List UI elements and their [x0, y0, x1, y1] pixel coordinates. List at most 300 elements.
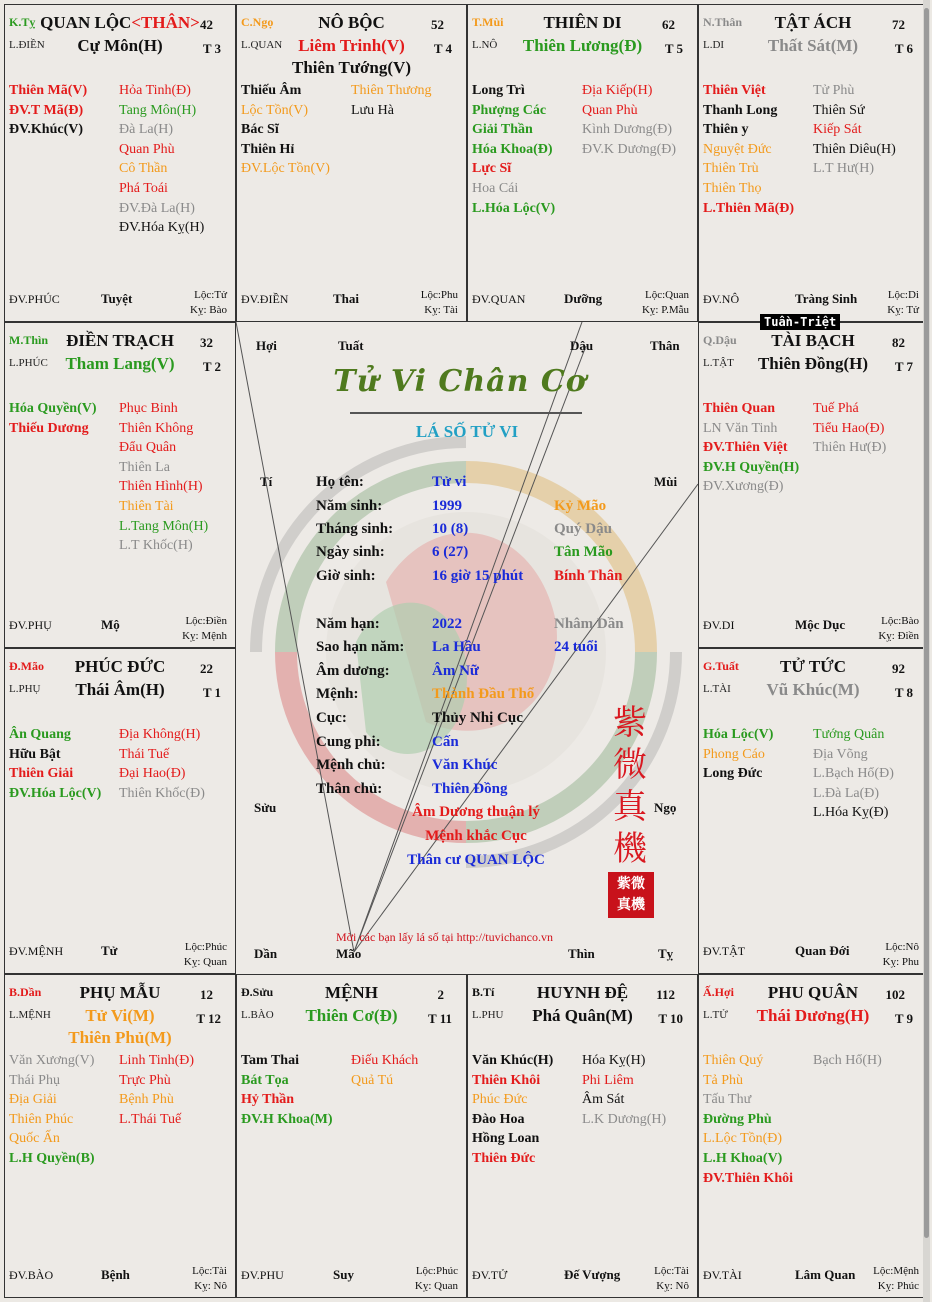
star: Thái Tuế [119, 746, 170, 762]
star: Thiên Hư(Đ) [813, 440, 887, 456]
palace-footer [699, 1257, 927, 1297]
branch-mui: Mùi [654, 474, 678, 489]
loc-label: Lộc:Phúc [184, 941, 227, 953]
than-marker: <THÂN> [131, 13, 200, 32]
star: Thiên Trù [703, 161, 759, 177]
info-ho-ten-label: Họ tên: [316, 474, 364, 490]
palace-luu: L.NÔ [472, 39, 498, 51]
ky-label: Kỵ: Tử [887, 304, 919, 316]
palace-dai-han-age: 82 [892, 335, 905, 350]
info-than-chu: Thiên Đồng [432, 781, 508, 797]
star: L.Tang Môn(H) [119, 518, 209, 534]
info-cuc-label: Cục: [316, 710, 347, 726]
branch-suu: Sửu [254, 800, 277, 815]
palace-dai-han-age: 72 [892, 17, 905, 32]
star: Tướng Quân [813, 727, 885, 742]
truong-sinh-stage: Quan Đới [795, 943, 850, 958]
branch-hoi: Hợi [256, 338, 277, 353]
star-list-left [241, 1051, 333, 1129]
branch-than: Thân [650, 338, 680, 353]
palace-luu: L.DI [703, 39, 725, 51]
dai-van-label: ĐV.MỆNH [9, 944, 64, 958]
palace-footer [699, 933, 927, 973]
main-star: Thất Sát(M) [767, 36, 859, 55]
star: ĐV.Hóa Lộc(V) [9, 785, 102, 801]
star-list-right [351, 1051, 418, 1090]
star: Lộc Tồn(V) [241, 102, 308, 118]
palace-luu: L.PHỤ [9, 683, 41, 695]
star: Văn Xương(V) [9, 1053, 95, 1068]
star: Thiên Thương [351, 83, 432, 98]
seal-calligraphy: 紫微真機 [613, 703, 647, 869]
star: Phi Liêm [582, 1072, 634, 1088]
star: Tam Thai [241, 1053, 299, 1068]
main-star: Thiên Cơ(Đ) [305, 1006, 398, 1025]
star: Hóa Khoa(Đ) [472, 141, 553, 157]
star-list-left [9, 81, 87, 140]
star-list-left [472, 1051, 553, 1169]
main-star: Phá Quân(M) [532, 1006, 633, 1025]
palace-header [237, 5, 466, 77]
palace-can-chi: B.Tí [472, 985, 495, 999]
palace-can-chi: Q.Dậu [703, 333, 737, 347]
main-star: Liêm Trinh(V) [298, 36, 405, 55]
info-gio-sinh-can-chi: Bính Thân [554, 568, 623, 584]
main-star: Cự Môn(H) [77, 36, 163, 55]
branch-ty: Tỵ [658, 946, 674, 961]
logo-title: Tử Vi Chân Cơ [333, 364, 587, 399]
star: Thiên Thọ [703, 180, 762, 196]
info-am-duong-label: Âm dương: [316, 663, 390, 679]
palace-mao [4, 648, 236, 974]
palace-header [237, 975, 466, 1037]
star: Hữu Bật [9, 746, 61, 762]
center-panel [236, 322, 698, 974]
star: Cô Thần [119, 161, 168, 177]
palace-dai-han-age: 52 [431, 17, 444, 32]
ky-label: Kỵ: Phu [882, 956, 919, 968]
palace-header [5, 975, 235, 1047]
star-list-right [813, 399, 886, 458]
star: Thiên Diêu(H) [813, 141, 896, 157]
loc-label: Lộc:Phúc [415, 1265, 458, 1277]
star-list-right [351, 81, 431, 120]
palace-can-chi: N.Thân [703, 15, 743, 29]
star-list-right [119, 1051, 194, 1129]
info-gio-sinh-label: Giờ sinh: [316, 568, 376, 584]
star-list-right [119, 81, 204, 238]
loc-label: Lộc:Quan [645, 289, 689, 301]
ky-label: Kỵ: Tài [424, 304, 458, 316]
palace-name: PHU QUÂN [767, 983, 859, 1002]
palace-dai-han-age: 12 [200, 987, 213, 1002]
star: Linh Tinh(Đ) [119, 1053, 195, 1068]
info-ngay-sinh-can-chi: Tân Mão [554, 544, 613, 560]
star: Kình Dương(Đ) [582, 122, 673, 138]
truong-sinh-stage: Tử [101, 943, 118, 958]
star: Thái Phụ [9, 1072, 60, 1088]
palace-luu: L.TỬ [703, 1009, 728, 1021]
info-nam-han: 2022 [432, 616, 462, 632]
palace-header [699, 649, 927, 711]
branch-dan: Dần [254, 946, 278, 961]
palace-dai-han-age: 112 [656, 987, 675, 1002]
star: Bát Tọa [241, 1072, 289, 1088]
branch-ngo: Ngọ [654, 800, 677, 815]
palace-header [5, 5, 235, 67]
branch-ti: Tí [260, 474, 273, 489]
palace-can-chi: Ấ.Hợi [703, 985, 734, 999]
star: ĐV.Khúc(V) [9, 122, 84, 138]
info-thang-sinh: 10 (8) [432, 521, 469, 537]
palace-t-index: T 2 [202, 359, 221, 374]
palace-t-index: T 12 [196, 1011, 221, 1026]
star: Quan Phù [119, 141, 175, 157]
palace-name: TÀI BẠCH [771, 331, 855, 350]
truong-sinh-stage: Tràng Sinh [795, 291, 858, 306]
palace-t-index: T 6 [894, 41, 913, 56]
palace-name: TẬT ÁCH [774, 13, 852, 32]
ky-label: Kỵ: P.Mẫu [641, 304, 689, 316]
dai-van-label: ĐV.NÔ [703, 292, 740, 306]
palace-name: PHỤ MẪU [79, 983, 161, 1002]
palace-footer [237, 281, 466, 321]
star: Thiên Quan [703, 401, 775, 416]
star: Địa Võng [813, 746, 868, 762]
dai-van-label: ĐV.ĐIỀN [241, 292, 289, 306]
star: ĐV.T Mã(Đ) [9, 102, 84, 118]
truong-sinh-stage: Mộ [101, 617, 120, 632]
loc-label: Lộc:Tài [654, 1265, 689, 1277]
star: ĐV.Xương(Đ) [703, 479, 784, 495]
palace-ti [467, 974, 698, 1298]
loc-label: Lộc:Tài [192, 1265, 227, 1277]
star: Đường Phù [703, 1111, 772, 1127]
tuan-triet-badge: Tuần-Triệt [760, 314, 840, 330]
star: L.Đà La(Đ) [813, 785, 880, 801]
main-star-2: Thiên Phủ(M) [68, 1028, 172, 1047]
star: ĐV.Lộc Tồn(V) [241, 161, 330, 177]
star: Âm Sát [582, 1092, 625, 1108]
palace-t-index: T 3 [202, 41, 221, 56]
branch-tuat: Tuất [338, 338, 364, 353]
star: Thiên Tài [119, 498, 174, 514]
palace-t-index: T 5 [664, 41, 683, 56]
palace-luu: L.BÀO [241, 1009, 274, 1021]
info-nam-sinh: 1999 [432, 498, 462, 514]
palace-name: PHÚC ĐỨC [74, 657, 166, 676]
star: Hóa Quyền(V) [9, 401, 97, 416]
scrollbar-thumb[interactable] [924, 8, 929, 1238]
star: L.T Khốc(H) [119, 538, 193, 554]
palace-name: THIÊN DI [543, 13, 622, 32]
palace-dau [698, 322, 928, 648]
star-list-left [703, 725, 773, 784]
dai-van-label: ĐV.TẬT [703, 944, 746, 958]
dai-van-label: ĐV.PHỤ [9, 618, 52, 632]
star: Phượng Các [472, 102, 547, 118]
main-star: Thái Âm(H) [75, 680, 165, 699]
info-cuc: Thủy Nhị Cục [432, 710, 523, 726]
star: Thiên Việt [703, 83, 766, 98]
star: L.H Khoa(V) [703, 1150, 783, 1166]
palace-dan [4, 974, 236, 1298]
star: Thiên Đức [472, 1150, 536, 1166]
truong-sinh-stage: Thai [333, 291, 360, 306]
website-note: Mời các bạn lấy lá số tại http://tuvichanco.vn [336, 930, 553, 944]
loc-label: Lộc:Mệnh [873, 1265, 919, 1277]
star: Quốc Ấn [9, 1131, 60, 1147]
palace-header [5, 649, 235, 711]
star: Lực Sĩ [472, 161, 512, 177]
info-menh-chu: Văn Khúc [432, 757, 498, 773]
ky-label: Kỵ: Điền [878, 630, 919, 642]
palace-luu: L.TẬT [703, 357, 734, 369]
palace-footer [468, 1257, 697, 1297]
palace-ngo [236, 4, 467, 322]
loc-label: Lộc:Điền [185, 615, 227, 627]
truong-sinh-stage: Bệnh [101, 1267, 130, 1282]
ky-label: Kỵ: Quan [414, 1280, 458, 1292]
star-list-right [582, 81, 676, 159]
ky-label: Kỵ: Quan [183, 956, 227, 968]
star: Tả Phù [703, 1072, 744, 1088]
info-than-chu-label: Thân chủ: [316, 781, 383, 797]
palace-header [468, 975, 697, 1037]
palace-suu [236, 974, 467, 1298]
star-list-left [703, 81, 794, 218]
info-ho-ten: Tử vi [432, 474, 467, 490]
star: Thiên La [119, 459, 170, 475]
star: Giải Thần [472, 122, 533, 138]
star-list-left [9, 399, 97, 438]
loc-label: Lộc:Nô [885, 941, 919, 953]
star: L.Thiên Mã(Đ) [703, 200, 794, 216]
star: Thiếu Âm [241, 83, 302, 98]
main-star: Vũ Khúc(M) [766, 680, 860, 699]
info-nam-han-can-chi: Nhâm Dần [554, 616, 624, 632]
palace-dai-han-age: 2 [437, 987, 444, 1002]
dai-van-label: ĐV.TỬ [472, 1268, 508, 1282]
star: Nguyệt Đức [703, 141, 772, 157]
star: L.Hóa Lộc(V) [472, 200, 556, 216]
star: Long Trì [472, 83, 525, 98]
palace-can-chi: Đ.Mão [9, 659, 44, 673]
info-cung-phi-label: Cung phi: [316, 734, 381, 750]
palace-can-chi: C.Ngọ [241, 15, 274, 29]
star: Tiểu Hao(Đ) [813, 420, 885, 436]
star: Trực Phù [119, 1072, 171, 1088]
star: L.Hóa Kỵ(Đ) [813, 805, 889, 821]
palace-name-row [237, 983, 466, 1003]
star: Thiên y [703, 122, 749, 138]
palace-t-index: T 8 [894, 685, 913, 700]
palace-name: QUAN LỘC [40, 13, 132, 32]
palace-t-index: T 11 [428, 1011, 452, 1026]
star-list-right [813, 725, 894, 823]
star-list-left [472, 81, 555, 218]
palace-header [699, 975, 927, 1037]
star: Long Đức [703, 766, 763, 782]
star: Hóa Kỵ(H) [582, 1053, 646, 1068]
star: ĐV.Đà La(H) [119, 200, 195, 216]
star-list-right [119, 399, 208, 556]
star: Điếu Khách [351, 1053, 419, 1068]
ky-label: Kỵ: Mệnh [182, 630, 227, 642]
info-note-than-cu: Thân cư QUAN LỘC [407, 852, 545, 868]
star: Hỷ Thần [241, 1092, 295, 1108]
star: L.Thái Tuế [119, 1111, 182, 1127]
info-note-menh-cuc: Mệnh khắc Cục [425, 828, 527, 844]
star-list-left [9, 725, 101, 803]
palace-name: HUYNH ĐỆ [536, 983, 629, 1002]
palace-can-chi: Đ.Sửu [241, 985, 274, 999]
star-list-left [703, 399, 799, 497]
palace-t-index: T 1 [202, 685, 221, 700]
star: Địa Giải [9, 1092, 57, 1108]
info-am-duong: Âm Nữ [432, 663, 479, 679]
star: Thiên Phúc [9, 1111, 74, 1127]
star: ĐV.H Quyền(H) [703, 459, 800, 475]
star: Thiên Khôi [472, 1072, 541, 1088]
palace-footer [5, 281, 235, 321]
star: Tử Phù [813, 83, 855, 98]
star: Thiên Hình(H) [119, 479, 203, 495]
star: Ân Quang [9, 727, 71, 742]
branch-mao: Mão [336, 946, 362, 961]
star: Đẩu Quân [119, 440, 177, 456]
palace-dai-han-age: 22 [200, 661, 213, 676]
palace-t-index: T 4 [433, 41, 452, 56]
main-star: Thiên Lương(Đ) [522, 36, 643, 55]
palace-tuat [698, 648, 928, 974]
star: Địa Không(H) [119, 727, 201, 742]
star: Thanh Long [703, 102, 778, 118]
ky-label: Kỵ: Bào [190, 304, 227, 316]
star: Bác Sĩ [241, 122, 279, 138]
palace-can-chi: G.Tuất [703, 659, 739, 673]
info-sao-han: La Hầu [432, 639, 481, 655]
star-list-left [241, 81, 330, 179]
palace-thin [4, 322, 236, 648]
main-star: Tử Vi(M) [85, 1006, 155, 1025]
dai-van-label: ĐV.TÀI [703, 1268, 742, 1282]
star: Phong Cáo [703, 746, 765, 762]
palace-dai-han-age: 62 [662, 17, 675, 32]
palace-than [698, 4, 928, 322]
star: Tang Môn(H) [119, 102, 197, 118]
info-nam-han-label: Năm hạn: [316, 616, 380, 632]
star: L.K Dương(H) [582, 1111, 667, 1127]
palace-name: ĐIỀN TRẠCH [66, 331, 174, 350]
main-star: Tham Lang(V) [65, 354, 175, 373]
palace-header [5, 323, 235, 385]
palace-dai-han-age: 32 [200, 335, 213, 350]
truong-sinh-stage: Lâm Quan [795, 1267, 856, 1282]
palace-footer [5, 933, 235, 973]
star: L.Bạch Hổ(Đ) [813, 766, 894, 782]
info-nam-sinh-label: Năm sinh: [316, 498, 383, 514]
main-star-2: Thiên Tướng(V) [292, 58, 411, 77]
star: Thiên Hỉ [241, 141, 295, 157]
seal-stamp: 紫微 真機 [608, 872, 654, 918]
truong-sinh-stage: Tuyệt [101, 291, 133, 306]
star: Bạch Hổ(H) [813, 1053, 882, 1068]
star: Thiên Khốc(Đ) [119, 785, 205, 801]
star: Tuế Phá [813, 401, 859, 416]
star: Hóa Lộc(V) [703, 727, 774, 742]
star: ĐV.Thiên Khôi [703, 1170, 793, 1186]
star: Văn Khúc(H) [472, 1053, 554, 1068]
palace-mui [467, 4, 698, 322]
palace-luu: L.PHU [472, 1009, 504, 1021]
palace-t-index: T 10 [658, 1011, 683, 1026]
star: Thiên Không [119, 420, 194, 436]
star: ĐV.Hóa Kỵ(H) [119, 220, 205, 236]
ky-label: Kỵ: Nô [656, 1280, 689, 1292]
star-list-right [119, 725, 205, 803]
star: Địa Kiếp(H) [582, 83, 653, 98]
ky-label: Kỵ: Nô [194, 1280, 227, 1292]
info-gio-sinh: 16 giờ 15 phút [432, 568, 524, 584]
chart-subtitle: LÁ SỐ TỬ VI [415, 422, 519, 441]
info-menh-label: Mệnh: [316, 686, 359, 702]
palace-can-chi: K.Tỵ [9, 15, 36, 29]
palace-footer [237, 1257, 466, 1297]
star: ĐV.K Dương(Đ) [582, 141, 677, 157]
palace-dai-han-age: 42 [200, 17, 213, 32]
info-thang-sinh-can-chi: Quý Dậu [554, 521, 612, 537]
star: Hoa Cái [472, 180, 519, 196]
star: Hỏa Tinh(Đ) [119, 83, 191, 98]
palace-footer [5, 607, 235, 647]
star: ĐV.H Khoa(M) [241, 1111, 333, 1127]
star: Đà La(H) [119, 122, 174, 138]
info-menh: Thành Đầu Thổ [432, 686, 535, 702]
star: Phá Toái [119, 180, 168, 196]
info-menh-chu-label: Mệnh chủ: [316, 757, 386, 773]
star: ĐV.Thiên Việt [703, 440, 788, 456]
branch-dau: Dậu [570, 338, 594, 353]
dai-van-label: ĐV.QUAN [472, 292, 526, 306]
star-list-right [813, 1051, 882, 1071]
star: Bệnh Phù [119, 1092, 174, 1108]
palace-t-index: T 7 [894, 359, 913, 374]
main-star: Thái Dương(H) [756, 1006, 870, 1025]
info-ngay-sinh-label: Ngày sinh: [316, 544, 385, 560]
branch-thin: Thìn [568, 946, 595, 961]
info-sao-han-label: Sao hạn năm: [316, 639, 405, 655]
info-thang-sinh-label: Tháng sinh: [316, 521, 394, 537]
star: Lưu Hà [351, 102, 394, 118]
dai-van-label: ĐV.BÀO [9, 1268, 54, 1282]
loc-label: Lộc:Bào [881, 615, 919, 627]
palace-ty [4, 4, 236, 322]
palace-can-chi: B.Dần [9, 985, 42, 999]
logo-underline [350, 412, 582, 414]
star: Hồng Loan [472, 1131, 540, 1147]
dai-van-label: ĐV.PHU [241, 1268, 284, 1282]
palace-hoi [698, 974, 928, 1298]
truong-sinh-stage: Dưỡng [564, 291, 603, 306]
info-age: 24 tuổi [554, 639, 598, 655]
star: Đào Hoa [472, 1111, 525, 1127]
star: Quan Phù [582, 102, 638, 118]
info-ngay-sinh: 6 (27) [432, 544, 469, 560]
star: Quả Tú [351, 1072, 394, 1088]
star: Kiếp Sát [813, 122, 862, 138]
palace-luu: L.QUAN [241, 39, 283, 51]
